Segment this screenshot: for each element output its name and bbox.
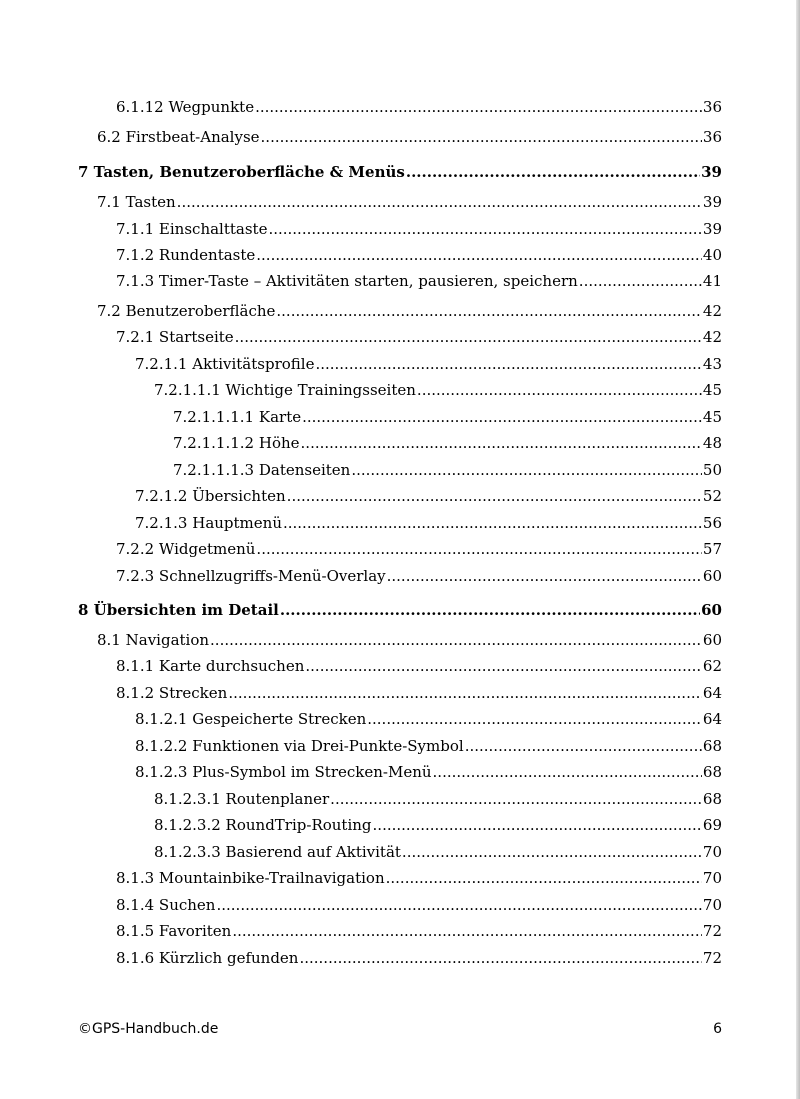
toc-entry-label: 8.1.4 Suchen bbox=[116, 896, 216, 914]
dot-leader bbox=[406, 163, 700, 181]
toc-entry-page-number: 40 bbox=[702, 246, 722, 264]
toc-entry[interactable] bbox=[135, 737, 722, 755]
toc-entry-label: 7.1.3 Timer-Taste – Aktivitäten starten, pausieren, speichern bbox=[116, 272, 578, 290]
toc-entry-page-number: 62 bbox=[702, 657, 722, 675]
toc-chapter-entry[interactable] bbox=[78, 601, 722, 619]
toc-entry[interactable] bbox=[135, 355, 722, 373]
toc-entry-label: 8.1.6 Kürzlich gefunden bbox=[116, 949, 299, 967]
toc-entry-label: 7.2.1.1.1.3 Datenseiten bbox=[173, 461, 351, 479]
toc-entry-page-number: 42 bbox=[702, 328, 722, 346]
toc-entry[interactable] bbox=[116, 540, 722, 558]
toc-entry-page-number: 72 bbox=[702, 922, 722, 940]
toc-entry-page-number: 64 bbox=[702, 684, 722, 702]
toc-entry[interactable] bbox=[116, 220, 722, 238]
toc-entry-page-number: 60 bbox=[701, 601, 722, 619]
toc-entry-label: 8.1.2.3.3 Basierend auf Aktivität bbox=[154, 843, 401, 861]
toc-entry-page-number: 52 bbox=[702, 487, 722, 505]
toc-entry[interactable] bbox=[116, 272, 722, 290]
toc-entry[interactable] bbox=[135, 514, 722, 532]
toc-entry-label: 8.1.2.3 Plus-Symbol im Strecken-Menü bbox=[135, 763, 432, 781]
toc-entry-label: 7.1.1 Einschalttaste bbox=[116, 220, 268, 238]
dot-leader bbox=[299, 949, 701, 967]
toc-entry[interactable] bbox=[173, 408, 722, 426]
toc-entry-page-number: 70 bbox=[702, 869, 722, 887]
dot-leader bbox=[210, 631, 702, 649]
toc-entry-page-number: 42 bbox=[702, 302, 722, 320]
dot-leader bbox=[367, 710, 702, 728]
dot-leader bbox=[228, 684, 702, 702]
toc-entry[interactable] bbox=[154, 381, 722, 399]
toc-entry[interactable] bbox=[116, 684, 722, 702]
toc-entry-page-number: 45 bbox=[702, 408, 722, 426]
dot-leader bbox=[579, 272, 702, 290]
toc-entry[interactable] bbox=[97, 302, 722, 320]
toc-entry-page-number: 45 bbox=[702, 381, 722, 399]
toc-entry[interactable] bbox=[116, 567, 722, 585]
toc-entry-label: 8.1.2.3.2 RoundTrip-Routing bbox=[154, 816, 372, 834]
dot-leader bbox=[256, 246, 702, 264]
dot-leader bbox=[330, 790, 702, 808]
toc-entry-page-number: 50 bbox=[702, 461, 722, 479]
dot-leader bbox=[465, 737, 702, 755]
toc-entry-page-number: 64 bbox=[702, 710, 722, 728]
dot-leader bbox=[373, 816, 702, 834]
toc-entry-page-number: 70 bbox=[702, 843, 722, 861]
dot-leader bbox=[255, 98, 702, 116]
dot-leader bbox=[256, 540, 701, 558]
toc-entry-page-number: 68 bbox=[702, 763, 722, 781]
toc-chapter-entry[interactable] bbox=[78, 163, 722, 181]
toc-entry-page-number: 60 bbox=[702, 631, 722, 649]
dot-leader bbox=[261, 128, 702, 146]
dot-leader bbox=[315, 355, 701, 373]
footer-copyright: ©GPS-Handbuch.de bbox=[78, 1021, 219, 1037]
toc-entry-label: 8.1 Navigation bbox=[97, 631, 210, 649]
dot-leader bbox=[301, 434, 702, 452]
toc-entry-page-number: 68 bbox=[702, 790, 722, 808]
toc-entry-label: 8.1.2 Strecken bbox=[116, 684, 228, 702]
toc-entry-label: 7.2.1.1.1.1 Karte bbox=[173, 408, 302, 426]
toc-entry-label: 7.2.1 Startseite bbox=[116, 328, 234, 346]
toc-entry[interactable] bbox=[116, 328, 722, 346]
toc-entry-page-number: 36 bbox=[702, 98, 722, 116]
toc-entry[interactable] bbox=[154, 843, 722, 861]
toc-entry[interactable] bbox=[116, 246, 722, 264]
toc-entry-label: 7.2.1.3 Hauptmenü bbox=[135, 514, 282, 532]
toc-entry-label: 7.2 Benutzeroberfläche bbox=[97, 302, 276, 320]
dot-leader bbox=[417, 381, 702, 399]
toc-entry-page-number: 39 bbox=[701, 163, 722, 181]
dot-leader bbox=[235, 328, 702, 346]
dot-leader bbox=[268, 220, 701, 238]
toc-entry-label: 8.1.1 Karte durchsuchen bbox=[116, 657, 305, 675]
toc-entry-label: 8 Übersichten im Detail bbox=[78, 601, 279, 619]
toc-entry-page-number: 48 bbox=[702, 434, 722, 452]
toc-entry[interactable] bbox=[116, 949, 722, 967]
dot-leader bbox=[216, 896, 701, 914]
toc-entry[interactable] bbox=[116, 922, 722, 940]
toc-entry-page-number: 60 bbox=[702, 567, 722, 585]
toc-entry-page-number: 41 bbox=[702, 272, 722, 290]
toc-entry[interactable] bbox=[154, 790, 722, 808]
toc-entry[interactable] bbox=[173, 434, 722, 452]
toc-entry-label: 8.1.2.3.1 Routenplaner bbox=[154, 790, 330, 808]
toc-entry-label: 7.1.2 Rundentaste bbox=[116, 246, 256, 264]
toc-entry-page-number: 69 bbox=[702, 816, 722, 834]
toc-entry[interactable] bbox=[97, 128, 722, 146]
toc-entry-label: 7.2.1.1 Aktivitätsprofile bbox=[135, 355, 315, 373]
toc-entry[interactable] bbox=[116, 98, 722, 116]
dot-leader bbox=[351, 461, 702, 479]
toc-entry-label: 6.2 Firstbeat-Analyse bbox=[97, 128, 260, 146]
page-footer bbox=[78, 1020, 722, 1038]
dot-leader bbox=[283, 514, 702, 532]
toc-entry-label: 8.1.2.1 Gespeicherte Strecken bbox=[135, 710, 367, 728]
toc-entry-label: 8.1.2.2 Funktionen via Drei-Punkte-Symbol bbox=[135, 737, 464, 755]
dot-leader bbox=[177, 193, 702, 211]
toc-entry-page-number: 39 bbox=[702, 193, 722, 211]
dot-leader bbox=[305, 657, 702, 675]
toc-entry[interactable] bbox=[173, 461, 722, 479]
toc-entry[interactable] bbox=[135, 763, 722, 781]
toc-entry-label: 7.2.3 Schnellzugriffs-Menü-Overlay bbox=[116, 567, 386, 585]
toc-entry-label: 8.1.3 Mountainbike-Trailnavigation bbox=[116, 869, 385, 887]
toc-entry-page-number: 68 bbox=[702, 737, 722, 755]
dot-leader bbox=[280, 601, 700, 619]
toc-entry[interactable] bbox=[116, 657, 722, 675]
dot-leader bbox=[433, 763, 702, 781]
dot-leader bbox=[387, 567, 702, 585]
toc-entry-page-number: 57 bbox=[702, 540, 722, 558]
dot-leader bbox=[302, 408, 702, 426]
dot-leader bbox=[287, 487, 702, 505]
toc-entry-label: 7.1 Tasten bbox=[97, 193, 176, 211]
toc-entry-page-number: 72 bbox=[702, 949, 722, 967]
toc-entry[interactable] bbox=[135, 487, 722, 505]
toc-entry-page-number: 43 bbox=[702, 355, 722, 373]
toc-entry-label: 7.2.1.1.1.2 Höhe bbox=[173, 434, 300, 452]
dot-leader bbox=[402, 843, 702, 861]
toc-entry[interactable] bbox=[154, 816, 722, 834]
toc-entry-label: 8.1.5 Favoriten bbox=[116, 922, 232, 940]
toc-entry-label: 7 Tasten, Benutzeroberfläche & Menüs bbox=[78, 163, 405, 181]
toc-entry-page-number: 39 bbox=[702, 220, 722, 238]
toc-entry[interactable] bbox=[135, 710, 722, 728]
toc-entry-page-number: 36 bbox=[702, 128, 722, 146]
toc-entry-label: 6.1.12 Wegpunkte bbox=[116, 98, 255, 116]
dot-leader bbox=[386, 869, 702, 887]
toc-entry-page-number: 56 bbox=[702, 514, 722, 532]
page-edge bbox=[796, 0, 800, 1099]
toc-entry-label: 7.2.1.1.1 Wichtige Trainingsseiten bbox=[154, 381, 416, 399]
toc-entry-label: 7.2.2 Widgetmenü bbox=[116, 540, 256, 558]
dot-leader bbox=[232, 922, 702, 940]
dot-leader bbox=[276, 302, 702, 320]
footer-page-number: 6 bbox=[713, 1021, 722, 1037]
toc-entry[interactable] bbox=[97, 631, 722, 649]
toc-entry-page-number: 70 bbox=[702, 896, 722, 914]
toc-entry[interactable] bbox=[116, 869, 722, 887]
toc-entry[interactable] bbox=[97, 193, 722, 211]
toc-entry-label: 7.2.1.2 Übersichten bbox=[135, 487, 286, 505]
toc-entry[interactable] bbox=[116, 896, 722, 914]
